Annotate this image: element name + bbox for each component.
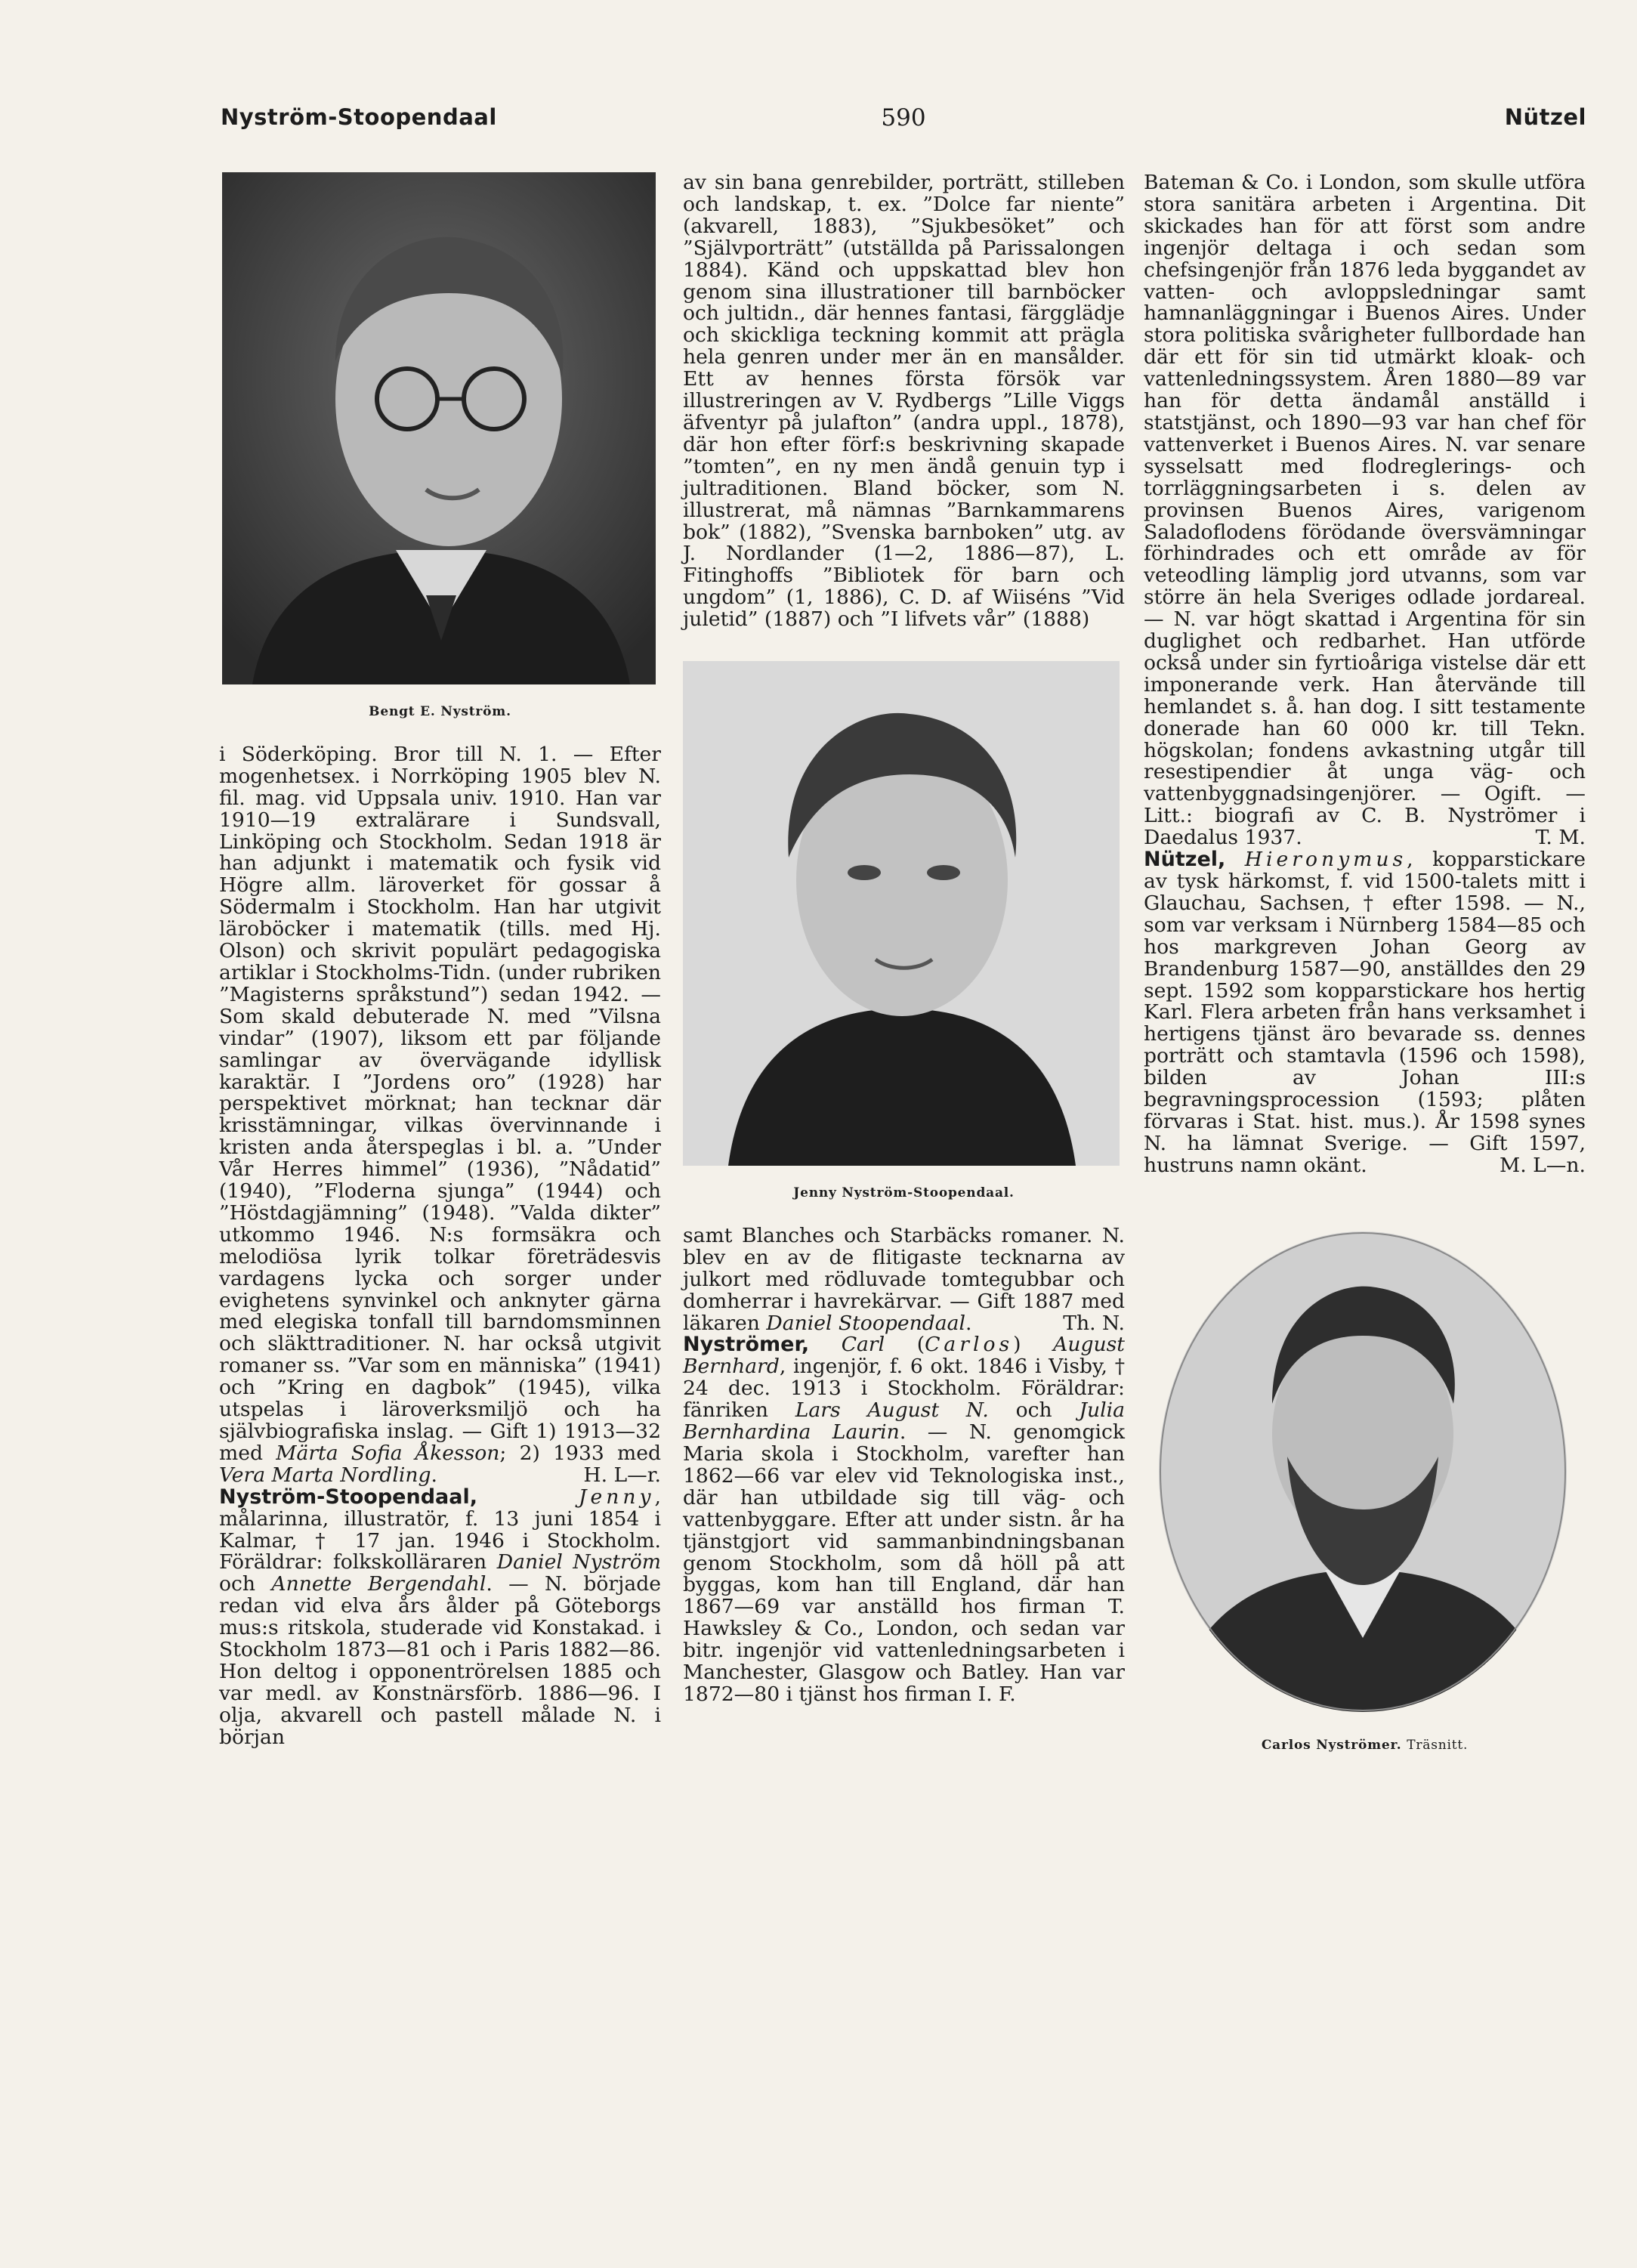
column-1 xyxy=(219,172,661,1749)
portrait-carlos-image xyxy=(1159,1230,1567,1713)
column-2 xyxy=(683,172,1125,1706)
portrait-bengt-image xyxy=(222,172,656,684)
page-number: 590 xyxy=(881,104,926,131)
caption-jenny: Jenny Nyström-Stoopendaal. xyxy=(793,1185,1015,1201)
entry-bengt-text: i Söderköping. Bror till N. 1. — Efter mogenhetsex. i Norrköping 1905 blev N. fil. mag. vid Uppsala univ. 1910. Han var 1910—19 extralärare i Sundsvall, Linköping och Stockholm. Sedan 1918 är han adjunkt i matematik och fysik vid Högre allm. läroverket för gossar å Södermalm i Stockholm. Han har utgivit läroböcker i matematik (tills. med Hj. Olson) och skrivit populärt pedagogiska artiklar i Stockholms-Tidn. (under rubriken ”Magisterns språkstund”) sedan 1942. — Som skald debuterade N. med ”Vilsna vindar” (1907), liksom ett par följande samlingar av övervägande idyllisk karaktär. I ”Jordens oro” (1928) har perspektivet mörknat; han tecknar där krisstämningar, vilkas övervinnande i kristen anda återspeglas i bl. a. ”Under Vår Herres himmel” (1936), ”Nådatid” (1940), ”Floderna sjunga” (1944) och ”Höstdagjämning” (1948). ”Valda dikter” utkommo 1946. N:s formsäkra och melodiösa lyrik tolkar företrädesvis vardagens lycka och sorger under evighetens synvinkel och anknyter gärna med elegiska tonfall till barndomsminnen och släkttraditioner. N. har också utgivit romaner ss. ”Var som en människa” (1941) och ”Kring en dagbok” (1945), vilka utspelas i läroverksmiljö och ha självbiografiska inslag. — Gift 1) 1913—32 med Märta Sofia Åkesson; 2) 1933 med Vera Marta Nordling. H. L—r. xyxy=(219,742,661,1487)
entry-jenny-continued: av sin bana genrebilder, porträtt, stilleben och landskap, t. ex. ”Dolce far niente” (akvarell, 1883), ”Sjukbesöket” och ”Självporträtt” (utställda på Parissalongen 1884). Känd och uppskattad blev hon genom sina illustrationer till barnböcker och jultidn., där hennes fantasi, färgglädje och skickliga teckning kommit att präglа hela genren under mer än en mansålder. Ett av hennes första försök var illustreringen av V. Rydbergs ”Lille Viggs äfventyr på julafton” (andra uppl., 1878), där hon efter förf:s beskrivning skapade ”tomten”, en ny men ändå genuin typ i jultraditionen. Bland böcker, som N. illustrerat, må nämnas ”Barnkammarens bok” (1882), ”Svenska barnboken” utg. av J. Nordlander (1—2, 1886—87), L. Fitinghoffs ”Bibliotek för barn och ungdom” (1, 1886), C. D. af Wiiséns ”Vid juletid” (1887) och ”I lifvets vår” (1888) xyxy=(683,171,1125,632)
running-head xyxy=(221,104,1586,142)
caption-bengt: Bengt E. Nyström. xyxy=(369,704,511,719)
entry-head-carlos: Nyströmer, xyxy=(683,1333,810,1357)
portrait-bengt-nystrom xyxy=(222,172,656,684)
portrait-carlos-frame xyxy=(1159,1230,1567,1713)
entry-jenny-nystrom-stoopendaal: Nyström-Stoopendaal, Jenny, målarinna, illustratör, f. 13 juni 1854 i Kalmar, † 17 jan. 1946 i Stockholm. Föräldrar: folkskolläraren Daniel Nyström och Annette Bergendahl. — N. började redan vid elva års ålder på Göteborgs mus:s ritskola, studerade vid Konstakad. i Stockholm 1873—81 och i Paris 1882—86. Hon deltog i opponentrörelsen 1885 och var medl. av Konstnärsförb. 1886—96. I olja, akvarell och pastell målade N. i början xyxy=(219,1485,661,1749)
caption-carlos: Carlos Nyströmer. Träsnitt. xyxy=(1261,1737,1469,1753)
running-head-right: Nützel xyxy=(1504,104,1586,130)
entry-carlos-continued: Bateman & Co. i London, som skulle utföra stora sanitära arbeten i Argentina. Dit skickades han för att först som andre ingenjör deltaga i och sedan som chefsingenjör från 1876 leda byggandet av vatten- och avloppsledningar samt hamnanläggningar i Buenos Aires. Under stora politiska svårigheter fullbordade han där ett för sin tid utmärkt kloak- och vattenledningssystem. Åren 1880—89 var han för detta ändamål anställd i statstjänst, och 1890—93 var han chef för vattenverket i Buenos Aires. N. var senare sysselsatt med flodreglerings- och torrläggningsarbeten i s. delen av provinsen Buenos Aires, varigenom Saladoflodens förödande översvämningar förhindrades och ett område av för veteodling lämplig jord utvanns, som var större än hela Sveriges odlade jordareal. — N. var högt skattad i Argentina för sin duglighet och redbarhet. Han utförde också under sin fyrtioåriga vistelse där ett imponerande verk. Han återvände till hemlandet s. å. han dog. I sitt testamente donerade han 60 000 kr. till Tekn. högskolan; fondens avkastning utgår till resestipendier åt unga väg- och vattenbyggnadsingenjörer. — Ogift. — Litt.: biografi av C. B. Nyströmer i Daedalus 1937. T. M. xyxy=(1144,171,1586,850)
signature-nutzel: M. L—n. xyxy=(1500,1153,1586,1177)
entry-jenny-end: samt Blanches och Starbäcks romaner. N. blev en av de flitigaste tecknarna av julkort med rödluvade tomtegubbar och domherrar i havrekärvar. — Gift 1887 med läkaren Daniel Stoopendaal. Th. N. xyxy=(683,1223,1125,1335)
running-head-left: Nyström-Stoopendaal xyxy=(221,104,497,130)
column-3 xyxy=(1144,172,1586,1778)
entry-head-jenny: Nyström-Stoopendaal, xyxy=(219,1485,477,1509)
signature-bengt: H. L—r. xyxy=(583,1463,661,1487)
entry-head-nutzel: Nützel, xyxy=(1144,848,1226,872)
signature-jenny: Th. N. xyxy=(1063,1311,1125,1335)
entry-nutzel: Nützel, Hieronymus, kopparstickare av tysk härkomst, f. vid 1500-talets mitt i Glauchau, Sachsen, † efter 1598. — N., som var verksam i Nürnberg 1584—85 och hos markgreven Johan Georg av Brandenburg 1587—90, anställdes den 29 sept. 1592 som kopparstickare hos hertig Karl. Flera arbeten från hans verksamhet i hertigens tjänst äro bevarade ss. dennes porträtt och stamtavla (1596 och 1598), bilden av Johan III:s begravningsprocession (1593; plåten förvaras i Stat. hist. mus.). År 1598 synes N. ha lämnat Sverige. — Gift 1597, hustruns namn okänt. M. L—n. xyxy=(1144,848,1586,1177)
entry-carlos-nystromer: Nyströmer, Carl (Carlos) August Bernhard, ingenjör, f. 6 okt. 1846 i Visby, † 24 dec. 1913 i Stockholm. Föräldrar: fänriken Lars August N. och Julia Bernhardina Laurin. — N. genomgick Maria skola i Stockholm, varefter han 1862—66 var elev vid Teknologiska inst., där han utbildade sig till väg- och vattenbyggare. Efter att under sistn. år ha tjänstgjort vid sammanbindningsbanan genom Stockholm, som då höll på att byggas, kom han till England, där han 1867—69 var anställd hos firman T. Hawksley & Co., London, och sedan var bitr. ingenjör vid vattenledningsarbeten i Manchester, Glasgow och Batley. Han var 1872—80 i tjänst hos firman I. F. xyxy=(683,1333,1125,1706)
signature-carlos: T. M. xyxy=(1535,826,1586,850)
portrait-jenny-nystrom xyxy=(683,661,1120,1166)
portrait-jenny-image xyxy=(683,661,1120,1166)
